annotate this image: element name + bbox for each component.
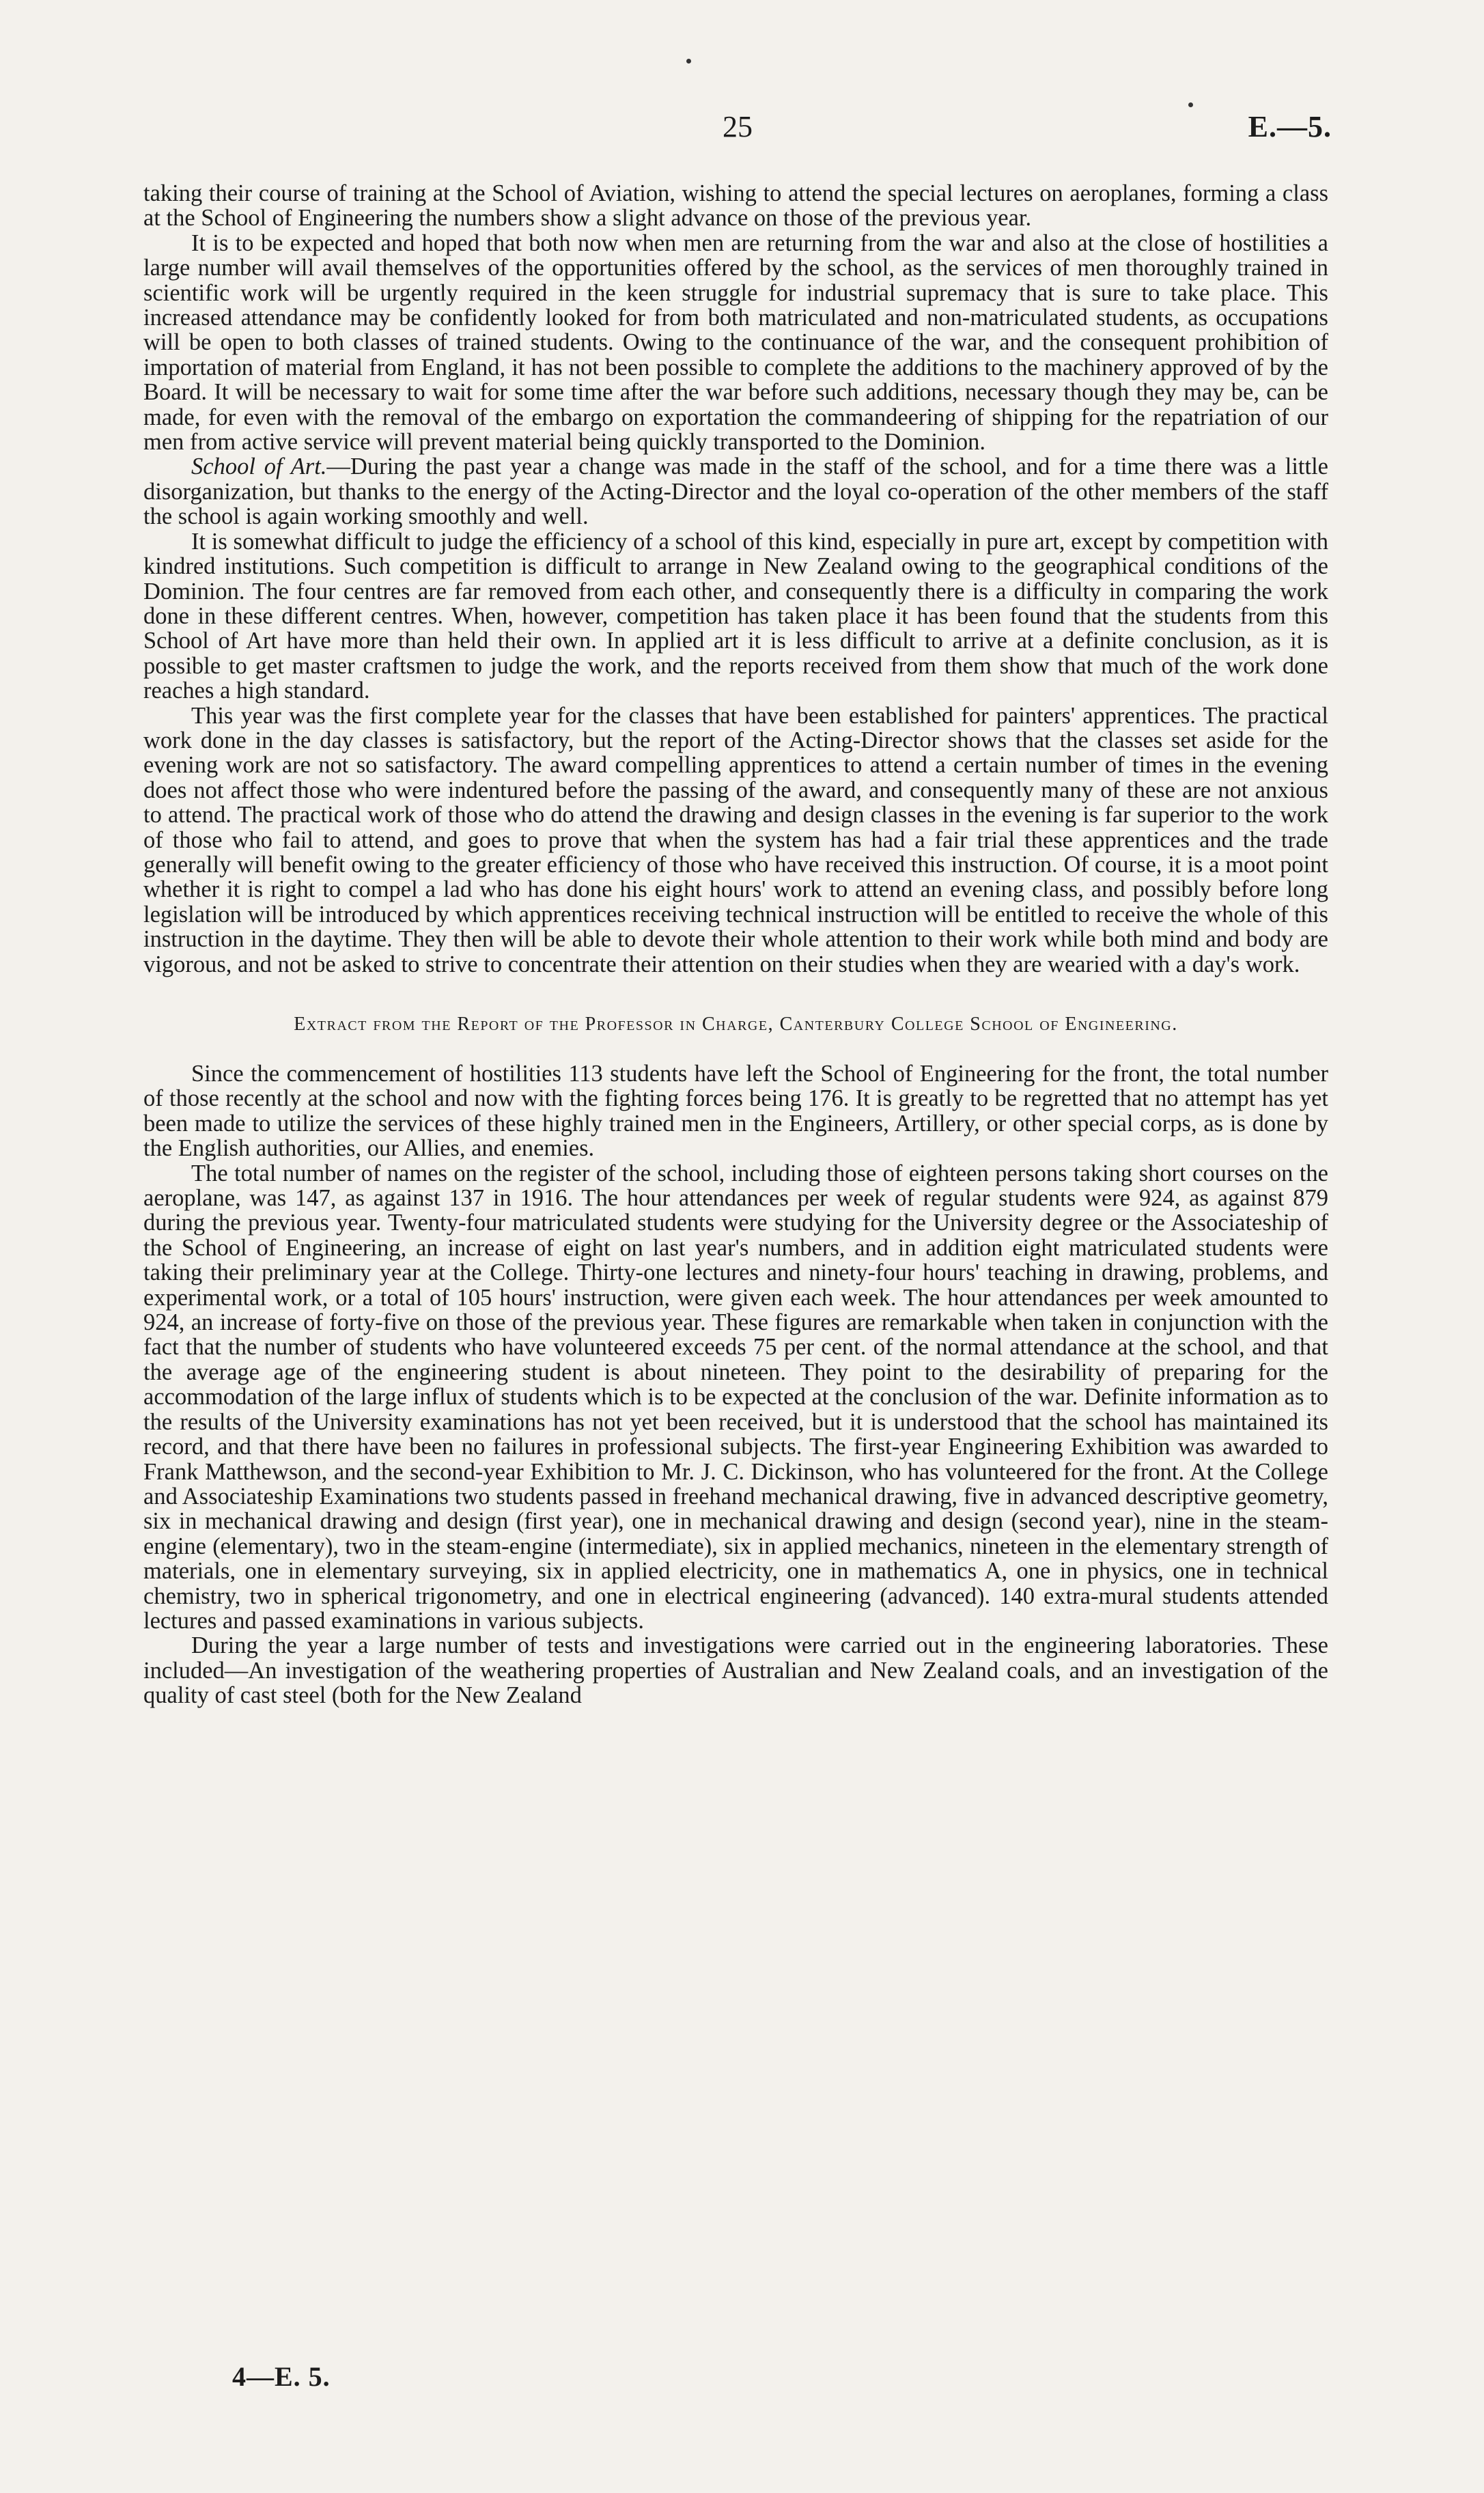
page-header: [143, 109, 1332, 150]
paragraph-register-numbers: The total number of names on the register of the school, including those of eighteen persons taking short courses on the aeroplane, was 147, as against 137 in 1916. The hour attendances per week of regular students were 924, as against 879 during the previous year. Twenty-four matriculated students were studying for the University degree or the Associateship of the School of Engineering, an increase of eight on last year's numbers, and in addition eight matriculated students were taking their preliminary year at the College. Thirty-one lectures and ninety-four hours' teaching in drawing, problems, and experimental work, or a total of 105 hours' instruction, were given each week. The hour attendances per week amounted to 924, an increase of forty-five on those of the previous year. These figures are remarkable when taken in conjunction with the fact that the number of students who have volunteered exceeds 75 per cent. of the normal attendance at the school, and that the average age of the engineering student is about nineteen. They point to the desirability of preparing for the accommodation of the large influx of students which is to be expected at the conclusion of the war. Definite information as to the results of the University examinations has not yet been received, but it is understood that the school has maintained its record, and that there have been no failures in professional subjects. The first-year Engineering Exhibition was awarded to Frank Matthewson, and the second-year Exhibition to Mr. J. C. Dickinson, who has volunteered for the front. At the College and Associateship Examinations two students passed in freehand mechanical drawing, five in advanced descriptive geometry, six in mechanical drawing and design (first year), one in mechanical drawing and design (second year), nine in the steam-engine (elementary), two in the steam-engine (intermediate), six in applied mechanics, nineteen in the elementary strength of materials, one in elementary surveying, six in applied electricity, one in mathematics A, one in physics, one in technical chemistry, two in spherical trigonometry, and one in electrical engineering (advanced). 140 extra-mural students attended lectures and passed examinations in various subjects.: [143, 1160, 1328, 1634]
paragraph-laboratory-tests: During the year a large number of tests and investigations were carried out in the engineering laboratories. These included—An investigation of the weathering properties of Australian and New Zealand coals, and an investigation of the quality of cast steel (both for the New Zealand: [143, 1632, 1328, 1709]
school-of-art-lead: School of Art.: [191, 454, 327, 480]
scan-speck: [686, 59, 691, 64]
paragraph-post-war-attendance: It is to be expected and hoped that both now when men are returning from the war and also at the close of hostilities a large number will avail themselves of the opportunities offered by the school, as the services of men thoroughly trained in scientific work will be urgently required in the keen struggle for industrial supremacy that is sure to take place. This increased attendance may be confidently looked for from both matriculated and non-matriculated students, as occupations will be open to both classes of trained students. Owing to the continuance of the war, and the consequent prohibition of importation of material from England, it has not been possible to complete the additions to the machinery approved of by the Board. It will be necessary to wait for some time after the war before such additions, necessary though they may be, can be made, for even with the removal of the embargo on exportation the commandeering of shipping for the repatriation of our men from active service will prevent material being quickly transported to the Dominion.: [143, 229, 1328, 456]
paragraph-school-of-art: [143, 454, 1328, 529]
paragraph-art-efficiency: It is somewhat difficult to judge the efficiency of a school of this kind, especially in pure art, except by competition with kindred institutions. Such competition is difficult to arrange in New Zealand owing to the geographical conditions of the Dominion. The four centres are far removed from each other, and consequently there is a difficulty in comparing the work done in these different centres. When, however, competition has taken place it has been found that the students from this School of Art have more than held their own. In applied art it is less difficult to arrive at a definite conclusion, as it is possible to get master craftsmen to judge the work, and the reports received from them show that much of the work done reaches a high standard.: [143, 528, 1328, 704]
scan-speck: [1188, 102, 1193, 107]
page-number: 25: [723, 110, 753, 143]
paragraph-painters-apprentices: This year was the first complete year for the classes that have been established for painters' apprentices. The practical work done in the day classes is satisfactory, but the report of the Acting-Director shows that the classes set aside for the evening work are not so satisfactory. The award compelling apprentices to attend a certain number of times in the evening does not affect those who were indentured before the passing of the award, and consequently many of these are not anxious to attend. The practical work of those who do attend the drawing and design classes in the evening is far superior to the work of those who fail to attend, and goes to prove that when the system has had a fair trial these apprentices and the trade generally will benefit owing to the greater efficiency of those who have received this instruction. Of course, it is a moot point whether it is right to compel a lad who has done his eight hours' work to attend an evening class, and possibly before long legislation will be introduced by which apprentices receiving technical instruction will be entitled to receive the whole of this instruction in the daytime. They then will be able to devote their whole attention to their work while both mind and body are vigorous, and not be asked to strive to concentrate their attention on their studies when they are wearied with a day's work.: [143, 702, 1328, 977]
section-heading-engineering-report: Extract from the Report of the Professor in Charge, Canterbury College School of Engineering.: [294, 1014, 1178, 1035]
page-signature: 4—E. 5.: [232, 2361, 331, 2392]
paragraph-aviation-continuation: taking their course of training at the School of Aviation, wishing to attend the special lectures on aeroplanes, forming a class at the School of Engineering the numbers show a slight advance on those of the previous year.: [143, 180, 1328, 232]
school-of-art-text: —During the past year a change was made in the staff of the school, and for a time there was a little disorganization, but thanks to the energy of the Acting-Director and the loyal co-operation of the other members of the staff the school is again working smoothly and well.: [143, 454, 1328, 530]
document-reference: E.—5.: [1248, 110, 1332, 143]
document-body: [143, 181, 1328, 1708]
paragraph-hostilities-students: Since the commencement of hostilities 113 students have left the School of Engineering for the front, the total number of those recently at the school and now with the fighting forces being 176. It is greatly to be regretted that no attempt has yet been made to utilize the services of these highly trained men in the Engineers, Artillery, or other special corps, as is done by the English authorities, our Allies, and enemies.: [143, 1061, 1328, 1162]
